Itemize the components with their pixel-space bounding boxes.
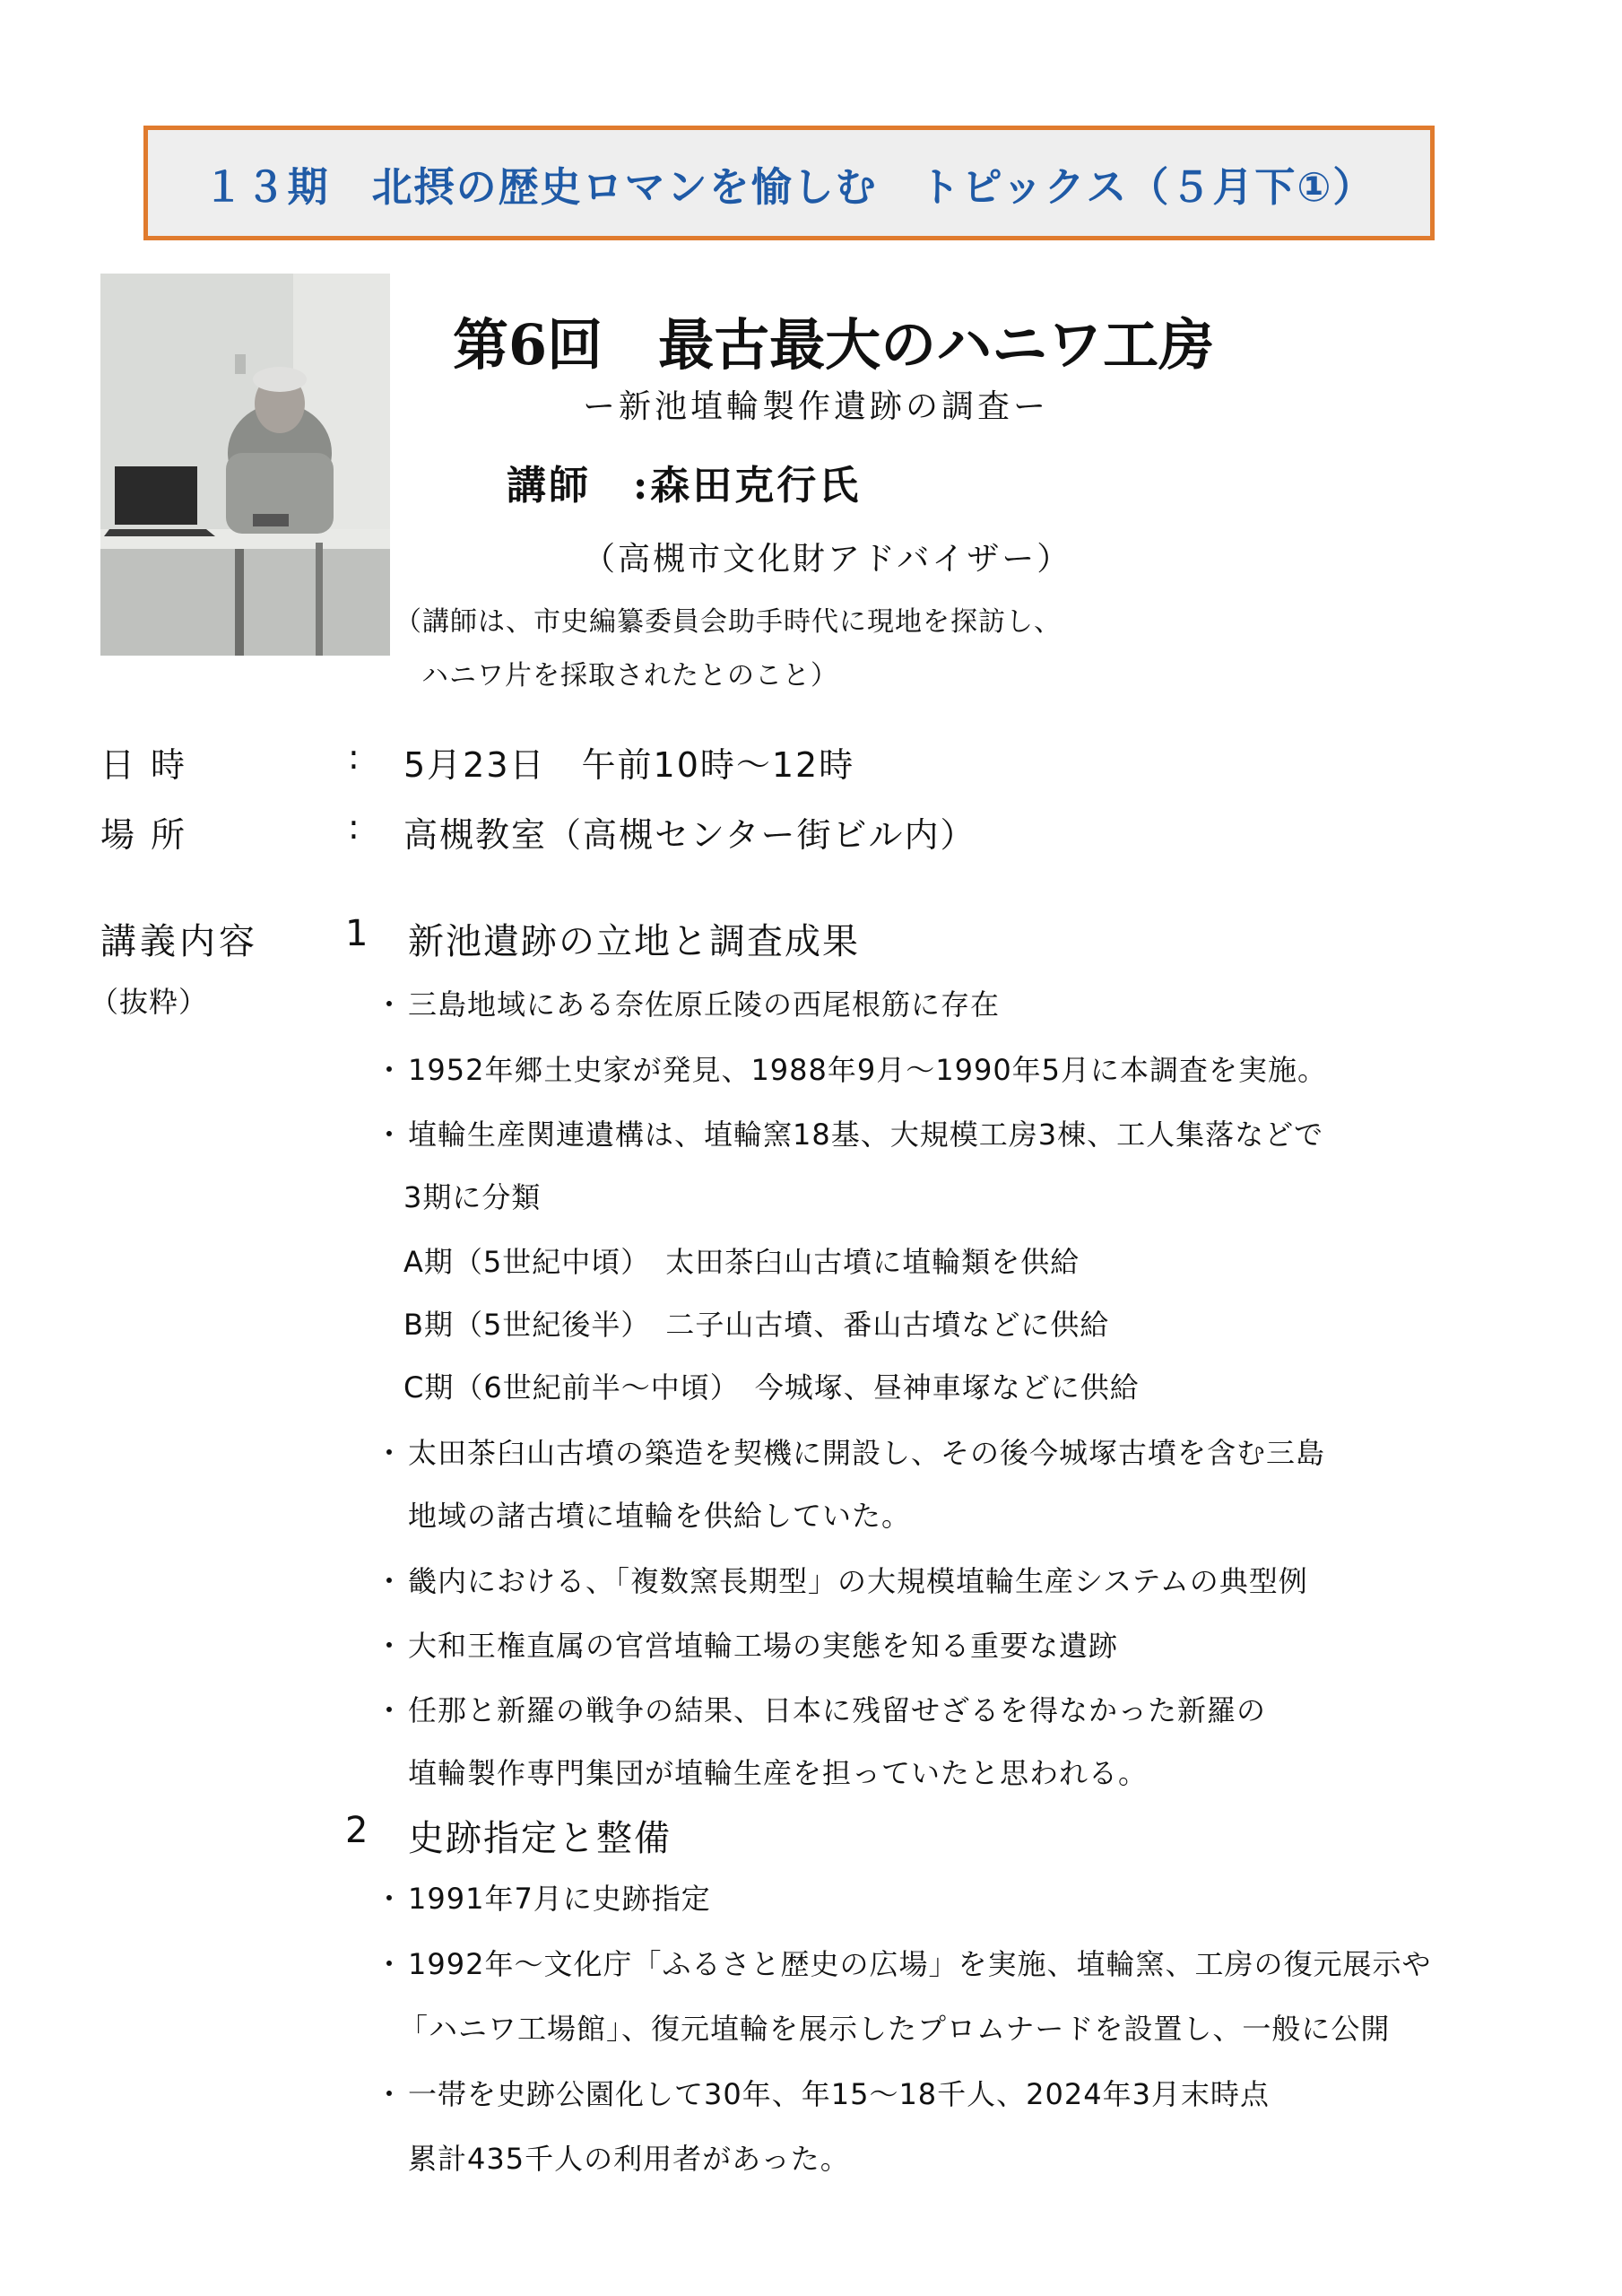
place-colon: : xyxy=(348,807,360,847)
bullet-line: 埴輪製作専門集団が埴輪生産を担っていたと思われる。 xyxy=(408,1756,1149,1790)
bullet-mark: ・ xyxy=(375,1882,404,1916)
lecture-subtitle: ー新池埴輪製作遺跡の調査ー xyxy=(583,388,1050,425)
bullet-mark: ・ xyxy=(375,987,404,1022)
header-banner xyxy=(143,126,1435,240)
bullet-line: 三島地域にある奈佐原丘陵の西尾根筋に存在 xyxy=(408,987,1001,1022)
bullet-line: 埴輪生産関連遺構は、埴輪窯18基、大規模工房3棟、工人集落などで xyxy=(408,1118,1324,1152)
bullet-mark: ・ xyxy=(375,1947,404,1981)
bullet-line: 地域の諸古墳に埴輪を供給していた。 xyxy=(408,1499,912,1533)
bullet-line: 畿内における、「複数窯長期型」の大規模埴輪生産システムの典型例 xyxy=(408,1564,1308,1598)
period-line: B期（5世紀後半） 二子山古墳、番山古墳などに供給 xyxy=(403,1308,1110,1342)
lecturer-affiliation: （高槻市文化財アドバイザー） xyxy=(583,541,1072,578)
bullet-line: 「ハニワ工場館」、復元埴輪を展示したプロムナードを設置し、一般に公開 xyxy=(399,2012,1391,2046)
bullet-line: 1992年～文化庁「ふるさと歴史の広場」を実施、埴輪窯、工房の復元展示や xyxy=(408,1947,1432,1981)
lecturer-name: 講師 :森田克行氏 xyxy=(507,463,862,509)
bullet-line: 大和王権直属の官営埴輪工場の実態を知る重要な遺跡 xyxy=(408,1629,1119,1663)
period-line: C期（6世紀前半～中頃） 今城塚、昼神車塚などに供給 xyxy=(403,1370,1140,1405)
bullet-mark: ・ xyxy=(375,2077,404,2111)
datetime-colon: : xyxy=(348,737,360,777)
bullet-mark: ・ xyxy=(375,1693,404,1727)
bullet-mark: ・ xyxy=(375,1436,404,1470)
bullet-mark: ・ xyxy=(375,1629,404,1663)
bullet-line: 3期に分類 xyxy=(403,1180,542,1214)
bullet-line: 一帯を史跡公園化して30年、年15～18千人、2024年3月末時点 xyxy=(408,2077,1270,2111)
content-label: 講義内容 xyxy=(100,921,258,962)
bullet-mark: ・ xyxy=(375,1118,404,1152)
section-heading: 史跡指定と整備 xyxy=(408,1818,672,1859)
lecturer-photo xyxy=(100,274,390,656)
lecturer-note-line: ハニワ片を採取されたとのこと） xyxy=(421,660,838,691)
lecture-title: 第6回 最古最大のハニワ工房 xyxy=(453,312,1215,378)
bullet-line: 任那と新羅の戦争の結果、日本に残留せざるを得なかった新羅の xyxy=(408,1693,1267,1727)
datetime-value: 5月23日 午前10時～12時 xyxy=(403,745,855,785)
bullet-mark: ・ xyxy=(375,1564,404,1598)
content-label-sub: （抜粋） xyxy=(90,985,209,1019)
bullet-line: 1991年7月に史跡指定 xyxy=(408,1882,711,1916)
place-value: 高槻教室（高槻センター街ビル内） xyxy=(403,815,976,855)
period-line: A期（5世紀中頃） 太田茶臼山古墳に埴輪類を供給 xyxy=(403,1245,1080,1279)
bullet-line: 太田茶臼山古墳の築造を契機に開設し、その後今城塚古墳を含む三島 xyxy=(408,1436,1326,1470)
section-number: 2 xyxy=(345,1810,369,1851)
datetime-label: 日時 xyxy=(100,745,202,785)
bullet-mark: ・ xyxy=(375,1053,404,1087)
bullet-line: 累計435千人の利用者があった。 xyxy=(408,2142,850,2176)
bullet-line: 1952年郷土史家が発見、1988年9月～1990年5月に本調査を実施。 xyxy=(408,1053,1328,1087)
lecturer-note-line: （講師は、市史編纂委員会助手時代に現地を探訪し、 xyxy=(395,606,1062,638)
section-number: 1 xyxy=(345,913,369,954)
place-label: 場所 xyxy=(100,815,202,855)
banner-title: １３期 北摂の歴史ロマンを愉しむ トピックス（５月下①） xyxy=(203,162,1375,211)
section-heading: 新池遺跡の立地と調査成果 xyxy=(408,921,860,962)
